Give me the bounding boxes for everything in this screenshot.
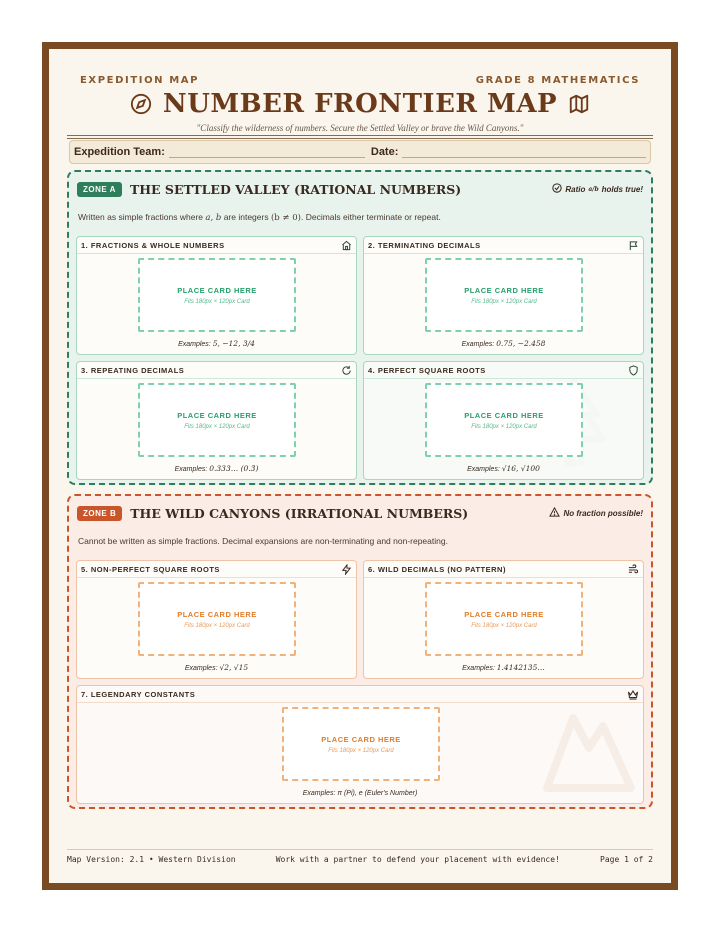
card-drop-zone[interactable] [282, 707, 440, 781]
zone-b-tag-text: No fraction possible! [563, 508, 643, 518]
crown-icon [627, 688, 639, 700]
team-field[interactable] [169, 146, 365, 158]
slot-title: PLACE CARD HERE [464, 410, 544, 420]
divider [67, 138, 653, 139]
examples-label: Examples: [467, 466, 500, 473]
slot-subtitle: Fits 180px × 120px Card [471, 622, 537, 629]
card-legendary-constants [76, 685, 644, 804]
card-title: 3. REPEATING DECIMALS [81, 365, 185, 375]
card-fractions [76, 236, 357, 355]
footer-version: Map Version: 2.1 • Western Division [67, 855, 236, 864]
page-subtitle: "Classify the wilderness of numbers. Secure the Settled Valley or brave the Wild Canyons." [196, 123, 524, 133]
card-title: 7. LEGENDARY CONSTANTS [81, 689, 196, 699]
card-title: 4. PERFECT SQUARE ROOTS [368, 365, 486, 375]
zone-a-tag-suffix: holds true! [601, 184, 643, 194]
zone-a-badge: ZONE A [77, 182, 122, 197]
zone-b-header [77, 504, 643, 522]
card-header [77, 362, 356, 379]
zone-a-title: THE SETTLED VALLEY (RATIONAL NUMBERS) [129, 181, 462, 197]
examples-value: 5, −12, 3/4 [212, 339, 255, 348]
examples-value: 0.75, −2.458 [496, 339, 546, 348]
slot-title: PLACE CARD HERE [321, 734, 401, 744]
zone-a-description [78, 212, 441, 223]
footer-page-number: Page 1 of 2 [600, 855, 653, 864]
zone-b-title: THE WILD CANYONS (IRRATIONAL NUMBERS) [130, 505, 469, 521]
examples-label: Examples: [462, 665, 495, 672]
team-bar [69, 140, 651, 164]
header-topline [80, 75, 640, 86]
footer-divider [67, 849, 653, 850]
compass-icon [129, 92, 153, 116]
worksheet-frame [42, 42, 678, 890]
slot-subtitle: Fits 180px × 120px Card [471, 423, 537, 430]
card-drop-zone[interactable] [425, 383, 583, 457]
slot-title: PLACE CARD HERE [177, 410, 257, 420]
card-header [77, 237, 356, 254]
page-title: NUMBER FRONTIER MAP [162, 89, 558, 119]
expedition-map-label: EXPEDITION MAP [80, 75, 200, 86]
examples-value: π (Pi), e (Euler's Number) [337, 790, 418, 797]
examples-value: √16, √100 [501, 464, 540, 473]
card-title: 5. NON-PERFECT SQUARE ROOTS [81, 564, 220, 574]
grade-label: GRADE 8 MATHEMATICS [475, 75, 640, 86]
examples-value: √2, √15 [219, 663, 249, 672]
card-header [364, 362, 643, 379]
examples [364, 339, 643, 348]
title-row [49, 89, 671, 119]
examples [77, 663, 356, 672]
mountain-watermark-icon [543, 708, 635, 792]
zone-a-desc-start: Written as simple fractions where [78, 212, 204, 222]
zone-a-desc-mid: are integers [223, 212, 269, 222]
card-header [77, 686, 643, 703]
examples [77, 464, 356, 473]
warning-icon [549, 507, 560, 519]
examples [77, 790, 643, 797]
zone-a-tag-prefix: Ratio [565, 184, 586, 194]
examples [364, 464, 643, 473]
slot-subtitle: Fits 180px × 120px Card [184, 622, 250, 629]
card-terminating [363, 236, 644, 355]
card-wild-decimals [363, 560, 644, 679]
card-title: 1. FRACTIONS & WHOLE NUMBERS [81, 240, 225, 250]
zone-a [67, 170, 653, 485]
examples-value: 0.333… (0.3̄) [209, 464, 259, 473]
wind-icon [627, 563, 639, 575]
zone-b-tag [549, 507, 643, 519]
slot-subtitle: Fits 180px × 120px Card [184, 298, 250, 305]
card-drop-zone[interactable] [138, 383, 296, 457]
examples-label: Examples: [174, 466, 208, 473]
examples [364, 663, 643, 672]
card-drop-zone[interactable] [425, 582, 583, 656]
date-field[interactable] [402, 146, 646, 158]
slot-subtitle: Fits 180px × 120px Card [328, 747, 394, 754]
examples-label: Examples: [184, 665, 218, 672]
card-drop-zone[interactable] [138, 258, 296, 332]
divider [67, 135, 653, 136]
team-label: Expedition Team: [74, 146, 165, 158]
slot-subtitle: Fits 180px × 120px Card [184, 423, 250, 430]
lightning-icon [340, 563, 352, 575]
slot-title: PLACE CARD HERE [177, 285, 257, 295]
zone-a-tag [552, 183, 643, 195]
card-header [77, 561, 356, 578]
zone-b-description: Cannot be written as simple fractions. Decimal expansions are non-terminating and non-repeating. [78, 536, 448, 546]
footer-instruction: Work with a partner to defend your placement with evidence! [275, 855, 560, 864]
card-perfect-squares [363, 361, 644, 480]
card-header [364, 237, 643, 254]
slot-title: PLACE CARD HERE [177, 609, 257, 619]
card-title: 2. TERMINATING DECIMALS [368, 240, 481, 250]
home-icon [340, 239, 352, 251]
zone-b-badge: ZONE B [77, 506, 122, 521]
footer [67, 855, 653, 864]
zone-a-tag-fraction: a/b [588, 185, 599, 193]
examples-label: Examples: [461, 341, 495, 348]
card-drop-zone[interactable] [425, 258, 583, 332]
zone-a-desc-cond: (b ≠ 0) [270, 213, 301, 223]
zone-b [67, 494, 653, 809]
examples [77, 339, 356, 348]
shield-icon [627, 364, 639, 376]
card-non-perfect-roots [76, 560, 357, 679]
card-header [364, 561, 643, 578]
slot-subtitle: Fits 180px × 120px Card [471, 298, 537, 305]
examples-value: 1.4142135… [496, 663, 545, 672]
zone-a-desc-end: . Decimals either terminate or repeat. [300, 212, 441, 222]
refresh-icon [340, 364, 352, 376]
slot-title: PLACE CARD HERE [464, 609, 544, 619]
slot-title: PLACE CARD HERE [464, 285, 544, 295]
card-title: 6. WILD DECIMALS (NO PATTERN) [368, 564, 506, 574]
card-drop-zone[interactable] [138, 582, 296, 656]
map-icon [567, 92, 591, 116]
card-repeating [76, 361, 357, 480]
check-circle-icon [552, 183, 562, 195]
flag-icon [627, 239, 639, 251]
examples-label: Examples: [302, 790, 336, 797]
zone-a-header [77, 180, 643, 198]
date-label: Date: [370, 146, 399, 158]
examples-label: Examples: [178, 341, 211, 348]
zone-a-desc-vars: a, b [205, 213, 222, 223]
